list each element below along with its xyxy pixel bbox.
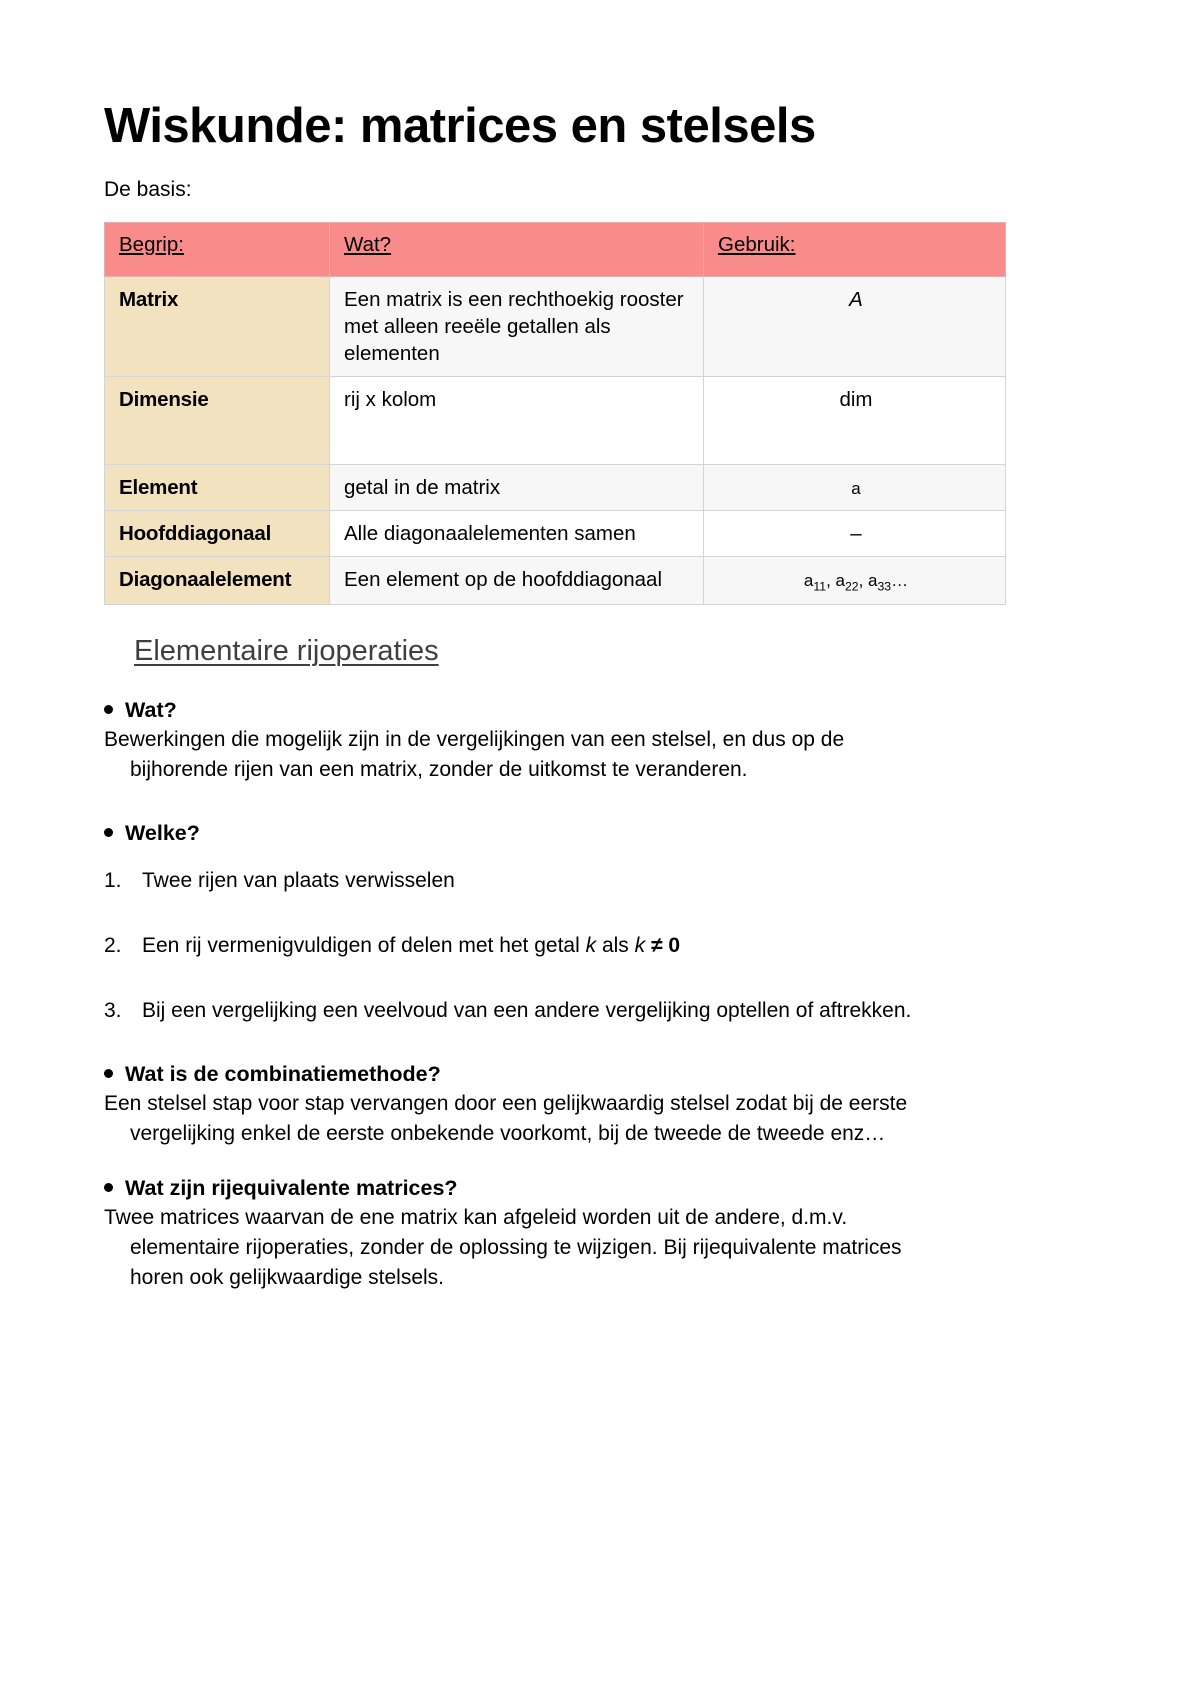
- spacer: [104, 848, 1100, 866]
- cell-use: a: [704, 465, 1006, 511]
- cell-use: A: [704, 277, 1006, 377]
- list-item: [104, 931, 1100, 960]
- paragraph-wat: [104, 725, 1100, 785]
- list-item-text: Bij een vergelijking een veelvoud van een andere vergelijking optellen of aftrekken.: [142, 999, 912, 1023]
- bullet-heading-rijequivalente-matrices: [104, 1176, 1100, 1201]
- bullet-heading-wat: [104, 698, 1100, 723]
- cell-what: Alle diagonaalelementen samen: [330, 511, 704, 557]
- cell-term: Diagonaalelement: [105, 557, 330, 605]
- cell-term: Hoofddiagonaal: [105, 511, 330, 557]
- cell-what: Een element op de hoofddiagonaal: [330, 557, 704, 605]
- column-header-gebruik: Gebruik:: [704, 223, 1006, 277]
- page-title: Wiskunde: matrices en stelsels: [104, 99, 816, 153]
- cell-what: rij x kolom: [330, 377, 704, 465]
- table-row: [105, 465, 1006, 511]
- cell-term: Element: [105, 465, 330, 511]
- list-item-number: 2.: [104, 934, 122, 958]
- list-item: [104, 996, 1100, 1025]
- table-header-row: [105, 223, 1006, 277]
- section-heading-elementaire-rijoperaties: Elementaire rijoperaties: [134, 635, 439, 667]
- list-item-number: 3.: [104, 999, 122, 1023]
- paragraph-line: bijhorende rijen van een matrix, zonder de uitkomst te veranderen.: [130, 757, 748, 781]
- spacer: [104, 785, 1100, 821]
- cell-use: [704, 557, 1006, 605]
- paragraph-line: vergelijking enkel de eerste onbekende voorkomt, bij de tweede de tweede enz…: [130, 1121, 886, 1145]
- bullet-heading-welke: [104, 821, 1100, 846]
- spacer: [104, 1026, 1100, 1062]
- bullet-label: Wat zijn rijequivalente matrices?: [125, 1176, 458, 1201]
- table-row: [105, 557, 1006, 605]
- paragraph-line: Twee matrices waarvan de ene matrix kan afgeleid worden uit de andere, d.m.v.: [104, 1206, 848, 1230]
- paragraph-combinatiemethode: [104, 1089, 1100, 1149]
- column-header-wat: Wat?: [330, 223, 704, 277]
- diagonal-element-notation: $a_{11}$, $a_{22}$, $a_{33}\dots$: [803, 571, 909, 594]
- cell-what: Een matrix is een rechthoekig rooster met alleen reeële getallen als elementen: [330, 277, 704, 377]
- list-item-text: Twee rijen van plaats verwisselen: [142, 868, 455, 892]
- basis-table: [104, 222, 1006, 605]
- paragraph-line: Een stelsel stap voor stap vervangen door een gelijkwaardig stelsel zodat bij de eerste: [104, 1091, 908, 1115]
- table-row: [105, 511, 1006, 557]
- numbered-list: [104, 866, 1100, 1026]
- bullet-label: Welke?: [125, 820, 200, 845]
- spacer: [104, 1148, 1100, 1176]
- paragraph-line: Bewerkingen die mogelijk zijn in de vergelijkingen van een stelsel, en dus op de: [104, 728, 845, 751]
- paragraph-line: elementaire rijoperaties, zonder de oplossing te wijzigen. Bij rijequivalente matrices: [130, 1236, 902, 1260]
- list-item-text: Een rij vermenigvuldigen of delen met het getal k als k ≠ 0: [142, 934, 680, 958]
- cell-term: Matrix: [105, 277, 330, 377]
- list-item: [104, 866, 1100, 895]
- column-header-begrip: Begrip:: [105, 223, 330, 277]
- bullet-dot-icon: [104, 1069, 113, 1078]
- bullet-label: Wat?: [125, 698, 177, 722]
- content-body: [104, 698, 1100, 1293]
- cell-use: –: [704, 511, 1006, 557]
- cell-what: getal in de matrix: [330, 465, 704, 511]
- bullet-dot-icon: [104, 828, 113, 837]
- paragraph-rijequivalente-matrices: [104, 1203, 1100, 1292]
- bullet-dot-icon: [104, 1183, 113, 1192]
- bullet-label: Wat is de combinatiemethode?: [125, 1061, 441, 1086]
- cell-use: dim: [704, 377, 1006, 465]
- table-row: [105, 277, 1006, 377]
- table-row: [105, 377, 1006, 465]
- list-item-number: 1.: [104, 868, 122, 892]
- cell-term: Dimensie: [105, 377, 330, 465]
- intro-text: De basis:: [104, 177, 192, 201]
- bullet-heading-combinatiemethode: [104, 1062, 1100, 1087]
- paragraph-line: horen ook gelijkwaardige stelsels.: [130, 1266, 445, 1290]
- bullet-dot-icon: [104, 705, 113, 714]
